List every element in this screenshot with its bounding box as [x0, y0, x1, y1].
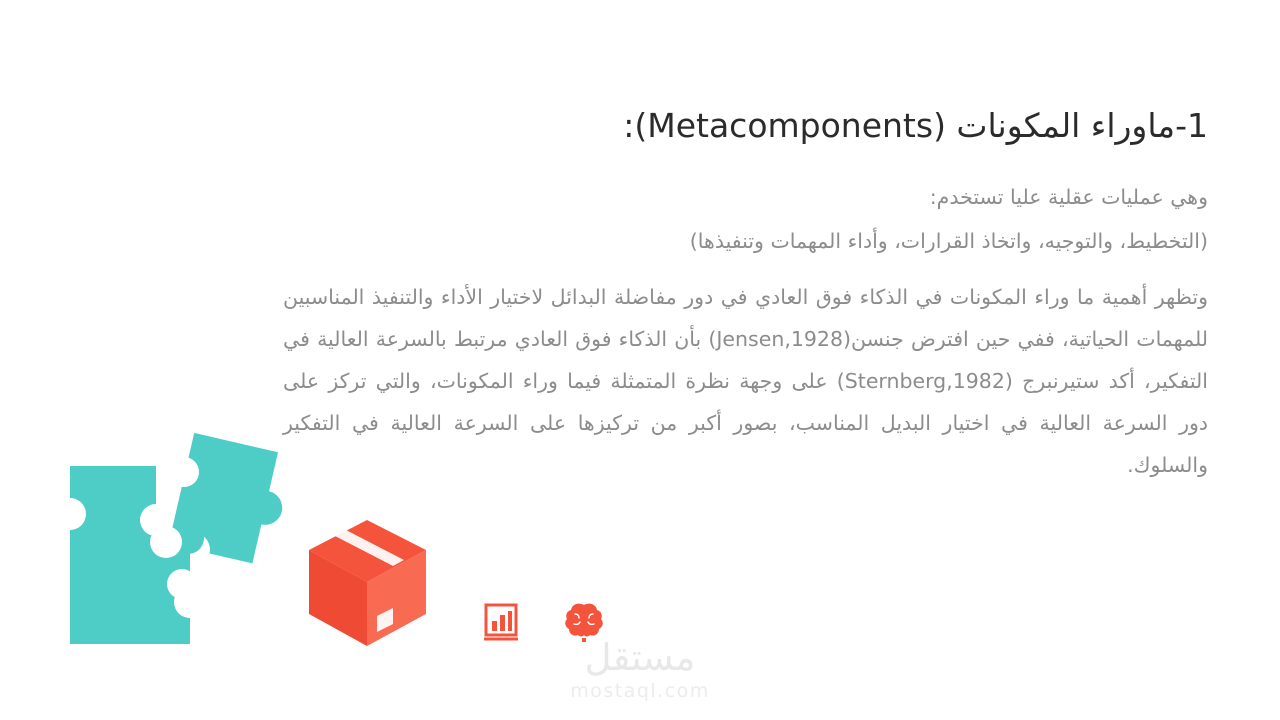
page-title: 1-ماوراء المكونات (Metacomponents): [623, 106, 1208, 146]
brain-icon [562, 600, 606, 644]
intro-line-2: (التخطيط، والتوجيه، واتخاذ القرارات، وأداء المهمات وتنفيذها) [689, 228, 1208, 253]
watermark-arabic: مستقل [584, 636, 696, 680]
open-box-icon [305, 512, 430, 652]
body-text-block [283, 178, 1208, 507]
bar-chart-icon [482, 603, 520, 645]
main-paragraph: وتظهر أهمية ما وراء المكونات في الذكاء فوق العادي في دور مفاضلة البدائل لاختيار الأداء والتنفيذ المناسبين للمهمات الحياتية، ففي حين افترض جنسن(Jensen,1928) بأن الذكاء فوق العادي مرتبط بالسرعة العالية في التفكير، أكد ستيرنبرج (Sternberg,1982) على وجهة نظرة المتمثلة فيما وراء المكونات، والتي تركز على دور السرعة العالية في اختيار البديل المناسب، بصور أكبر من تركيزها على السرعة العالية في التفكير والسلوك. [283, 284, 1208, 477]
watermark-latin: mostaql.com [570, 680, 710, 702]
intro-line-1: وهي عمليات عقلية عليا تستخدم: [929, 185, 1208, 209]
puzzle-pieces-icon [62, 420, 294, 650]
